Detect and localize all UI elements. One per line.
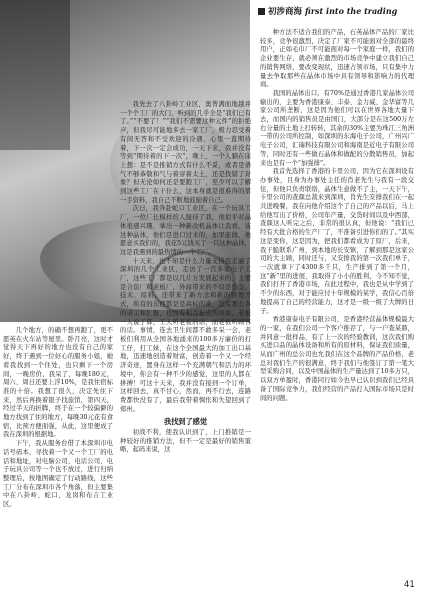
section-header	[258, 4, 418, 18]
text-column-1	[3, 327, 113, 510]
text-column-3	[260, 29, 414, 403]
header-title-cn: 初涉商海	[268, 7, 303, 17]
text-column-2	[120, 101, 251, 455]
paragraph: 十天来，也不知是什么力量支持我走遍了深圳的几个工业区，走访了一百多家电子工厂，这些工厂都是以几片万发展起来的，主要是合资厂和老板厂，外商带来的不仅是资金，技术、原料，还带来了新方念和新的管理方式，所有的东西都是是高标的准，没有那么多的请示和汇报，也没有相互扯皮的现象，老板一人说了算，工人听老板的话，而老板听顾客的话。事情，连去卫生间都不敢多呆一会，老板们利用从全国各地涌来的100多万廉价的打工仔，打工妹，在这个全国最大的加工出口基地，迅速地创造着财富，创造着一个又一个经济奇迹，置身在这样一个充满朝气和活力的环境中，你会有一种不少的感觉，这里的人都在拼搏！可这十天来，我并没有接到一个订单，这样回去，真不甘心，然而，再不行去，连路费都快没有了，最后我带着惆怅和失望回到了郑州。	[120, 257, 251, 413]
section-subheading: 我找到了感觉	[163, 417, 208, 427]
paragraph: 香港康泰电子有限公司，是香港经营晶体规模最大的一家，在我们公司一个客户推荐了，与一户查某鼎，并同意一批样品，有了上一次的经验教训，这次我们购买进口品的晶体设备和所有的原材料，保证我们质量，从而广州的总公司也允我们在这个品牌的产品价格，老总对我们生产的很满意，终于我们与他签订了第一笔大型采购合同，以及中国晶体的生产量达到了10多万只，以双方单盈时，香港同行如今也早已认识到我们已经具备了国际竞争力，我们经营的产品打入国际市场只是时间的问题。	[260, 316, 414, 402]
paragraph: 我首先选择了香港的卡里公司，因为它在深圳设有办事处，且身为办事处主任的肖老先生与我有一段交往，但他只负责联络，晶体生意做不了主，一天下午，卡里公司的查颜总裁来到深圳，肖先生安排我们在一起共进晚餐，我在向他介绍这个了自己的产品以后，马上给他写出了价格，公司年产量，交货时间以及中西部，查颜这人听完之后，非常的很认真，但他说：“我们已经有大批合格的生产厂了，不准备引进你们的了。”其实这是变你，这是因为，把我们都看成为了原厂，后来，我干脆联系广州，到本地的长安镇，了解到那是这家公司的大主顾，同时还与，又安排我的第一次我们单子，一次就拿下了4300多千只，生产排到了第一个月，这“新”里的进展，我取得了小小的胜利，今不知不觉，我们打开了香港市场，在此过程中，我也是从中学到了不少的东西，对于能应付十年规模的某学，我信心百倍地提高了自己的经营能力，这才是一级一级了大牌的日子。	[260, 168, 414, 315]
paragraph: 几个地方，的确不想再跑了，更不愿英在火车站等屋里。卧月亮，这时才觉得天下再好的地方也没有自己的家好，终于遇到一位好心的服务小姐，她看我找到一个住处，也只剩下一个房间，一晚房价，我呆了，每晚180元，周六、周日还要上浮10%，是我住宿标准的十倍。我想了很久，决定先住下来，然后再换着银子找旅馆，第四天，经过半天的折腾，终于在一个较偏僻的地方找到了住的地方，每晚30元花有食宿，比预方便面强，从此，这里便成了我在深圳的根据地。	[3, 327, 113, 439]
paragraph: 次日，我奔赴蛇口工业区，在一个玩具工厂，一位厂长模样的人接待了我，他似乎对晶体很感兴趣，拿出一种新改机晶体让我看，该这种晶体，他们是进口过来的，加果能做，他愿意买我们的，我花5元钱买了一只这种晶体，这是我遇到的最热情的一个工厂。	[120, 205, 251, 256]
paragraph: 初战不利，使我认识到了，上门推销是一种较好的推销方法，但不一定是最好的销售策略，起码来说，这	[120, 429, 251, 454]
paragraph: 我先去了八卦岭工业区，奥普满面地越并一个个工厂的大门，听到的几乎全是“我们已有了。”“不要了！”“我们不需要这种元件”的拒绝声，但我尽可能地多去一家工厂，极力忍受着有间无答和不受欢迎的冷遇，心里一直期待着，下一次一定会成功，一天下来，我并没有等到“期待着的下一次”，晚上，一个人躺在床上想：是不是推销方式有什么不妥，或者是语气不够恭敬和气与着穿着太土，还是找错了对象？但无论如何还是要跑工厂，至少可以了解到这些工厂在干什么，这本身就是很难得的第一手资料，我自己不断地鼓励着自己。	[120, 101, 251, 204]
paragraph: 种方法不适合我们的产品，石英晶体产品的厂家比较多，竞争很激烈，决定了厂家不可能面对全部的最终用户，正如毛巾厂不可能面对每一个家庭一样，我们的企业要生存，就必须在激烈的市场竞争中建立我们自己的销售网络，要改变现状，迅速占领市场，只有集中力量去争取那些在晶体市场中具有领导和影响力的代理商。	[260, 29, 414, 89]
page-number: 41	[404, 580, 415, 590]
header-square-icon	[258, 8, 265, 15]
paragraph: 我国的晶体出口，有70%是通过香港几家晶体公司输出的，主要为香港康泰、丰泰、金力威、金华富等几家公司所垄断，这是因为他们可以在世界各地大量下去，而国内的销售员是由国门，大部分是在这500万左右分量的土地上打转转，其余的30%主要为珠江三角洲一带的公司所控制，如深圳的东海电子公司，广州兴广电子公司，汇瑞科技有限公司和海南是近电子有限公司等，同时还有一些做石晶体和做配的分散销售员，加起来也是有一个“加强排”。	[260, 89, 414, 167]
paragraph: 下午，我从服务台借了本深圳市电话号码本，寻找着一个又一个工厂的电话和地址，对电脑公司、电话公司、电子玩具公司等一个也不放过，进行归纳整理后，按地图确定了行动路线，这些工厂分布在深圳市各个角落，但主要集中在八卦岭、蛇口、龙岗和布吉工业区。	[3, 440, 113, 509]
header-title-en: first into the trading	[305, 6, 398, 16]
photo-shadow-shape	[0, 0, 70, 150]
